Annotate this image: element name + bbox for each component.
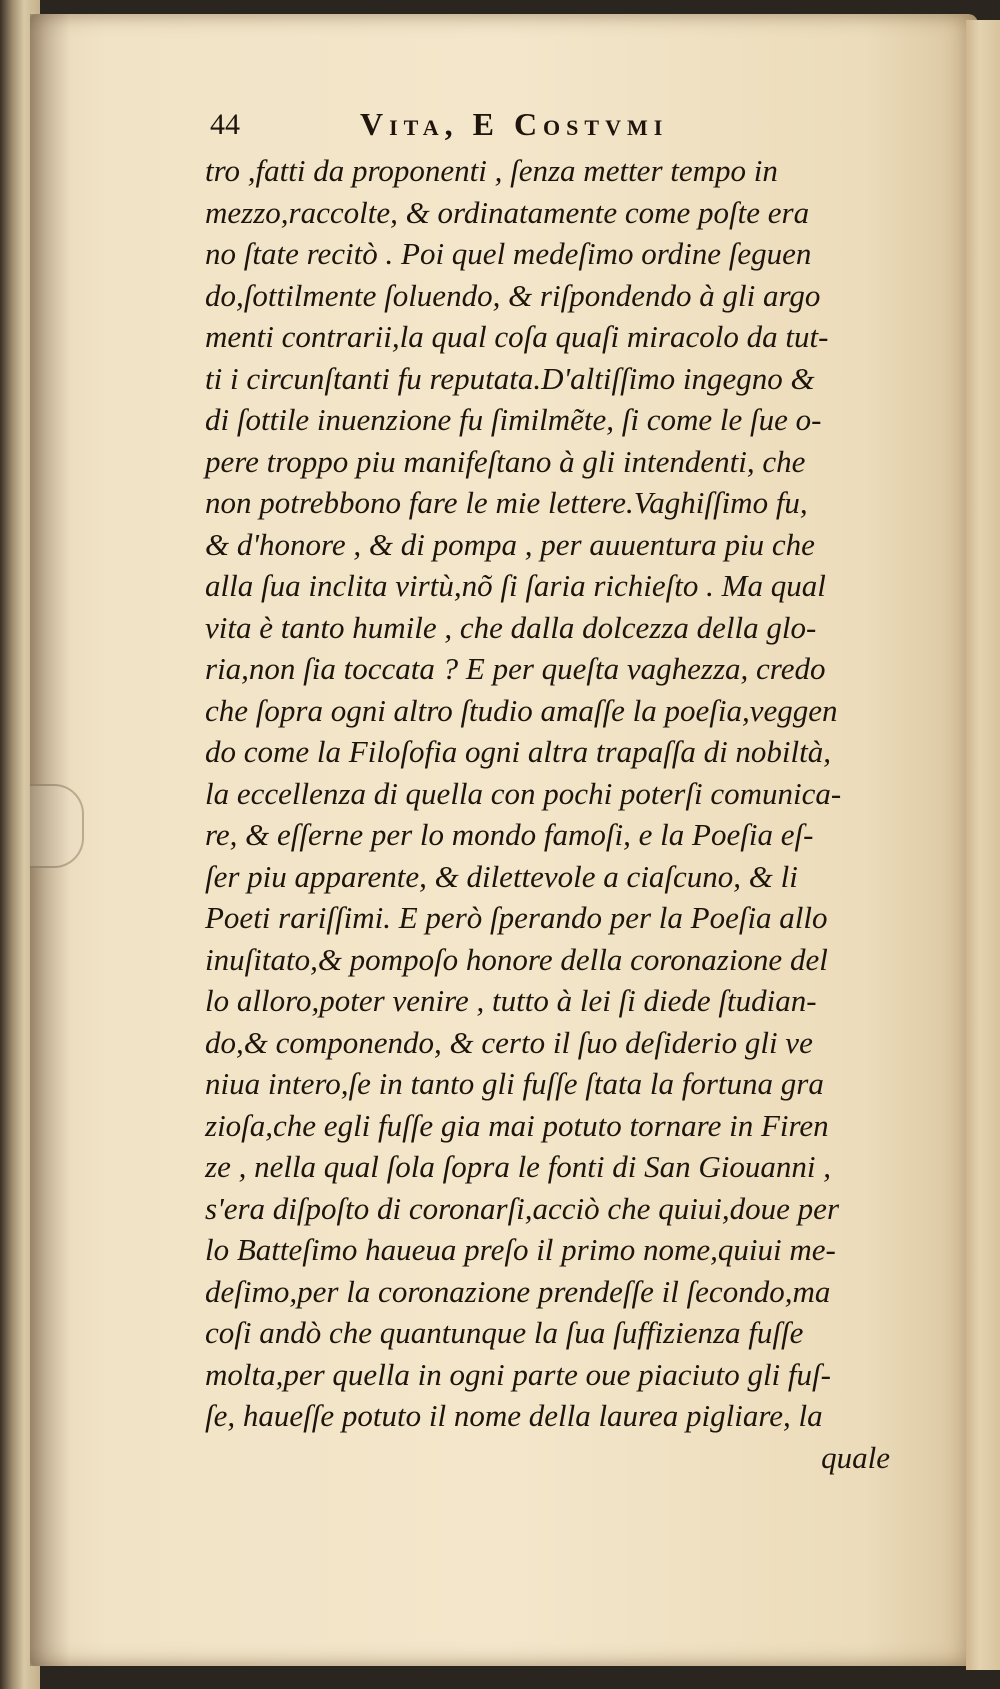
text-line: zioſa,che egli fuſſe gia mai potuto tornare in Firen bbox=[205, 1107, 829, 1143]
text-line: do,& componendo, & certo il ſuo deſiderio gli ve bbox=[205, 1024, 813, 1060]
text-line: tro ,fatti da proponenti , ſenza metter tempo in bbox=[205, 153, 778, 188]
page-number: 44 bbox=[210, 108, 240, 141]
text-line: menti contrarii,la qual coſa quaſi miracolo da tut- bbox=[205, 319, 829, 354]
text-line: alla ſua inclita virtù,nõ ſi ſaria richieſto . Ma qual bbox=[205, 568, 826, 603]
text-line: non potrebbono fare le mie lettere.Vaghiſſimo fu, bbox=[205, 485, 808, 520]
text-line: che ſopra ogni altro ſtudio amaſſe la poeſia,veggen bbox=[205, 692, 838, 728]
text-line: ti i circunſtanti fu reputata.D'altiſſimo ingegno & bbox=[205, 360, 815, 396]
text-line: pere troppo piu manifeſtano à gli intendenti, che bbox=[205, 443, 806, 479]
text-line: s'era diſpoſto di coronarſi,acciò che quiui,doue per bbox=[205, 1190, 840, 1226]
text-line: ze , nella qual ſola ſopra le fonti di San Giouanni , bbox=[205, 1149, 832, 1184]
text-line: niua intero,ſe in tanto gli fuſſe ſtata la fortuna gra bbox=[205, 1066, 824, 1101]
page-header bbox=[210, 106, 810, 150]
running-title: Vita, E Costvmi bbox=[360, 106, 669, 142]
body-text bbox=[205, 150, 910, 1478]
text-line: la eccellenza di quella con pochi poterſi comunica- bbox=[205, 775, 842, 811]
text-line: vita è tanto humile , che dalla dolcezza della glo- bbox=[205, 609, 817, 645]
text-line: lo alloro,poter venire , tutto à lei ſi diede ſtudian- bbox=[205, 983, 817, 1018]
facing-page-edge bbox=[966, 20, 1000, 1670]
text-line: mezzo,raccolte, & ordinatamente come poſte era bbox=[205, 194, 810, 230]
text-line: re, & eſſerne per lo mondo famoſi, e la Poeſia eſ- bbox=[205, 817, 814, 852]
text-line: deſimo,per la coronazione prendeſſe il ſecondo,ma bbox=[205, 1273, 831, 1309]
text-line: do come la Filoſofia ogni altra trapaſſa di nobiltà, bbox=[205, 734, 832, 769]
catchword: quale bbox=[821, 1439, 890, 1475]
text-line: di ſottile inuenzione fu ſimilmẽte, ſi come le ſue o- bbox=[205, 402, 822, 437]
text-line: inuſitato,& pompoſo honore della coronazione del bbox=[205, 941, 828, 977]
text-line: lo Batteſimo haueua preſo il primo nome,quiui me- bbox=[205, 1232, 836, 1267]
text-line: Poeti rariſſimi. E però ſperando per la Poeſia allo bbox=[205, 900, 828, 935]
text-line: ſe, haueſſe potuto il nome della laurea pigliare, la bbox=[205, 1398, 823, 1433]
page-clip bbox=[30, 784, 84, 868]
text-line: ria,non ſia toccata ? E per queſta vaghezza, credo bbox=[205, 651, 826, 686]
text-line: do,ſottilmente ſoluendo, & riſpondendo à gli argo bbox=[205, 277, 821, 313]
text-line: no ſtate recitò . Poi quel medeſimo ordine ſeguen bbox=[205, 236, 812, 271]
text-line: coſi andò che quantunque la ſua ſuffizienza fuſſe bbox=[205, 1315, 804, 1350]
text-line: ſer piu apparente, & dilettevole a ciaſcuno, & li bbox=[205, 858, 798, 894]
text-line: molta,per quella in ogni parte oue piaciuto gli fuſ- bbox=[205, 1356, 831, 1392]
text-line: & d'honore , & di pompa , per auuentura piu che bbox=[205, 526, 815, 562]
